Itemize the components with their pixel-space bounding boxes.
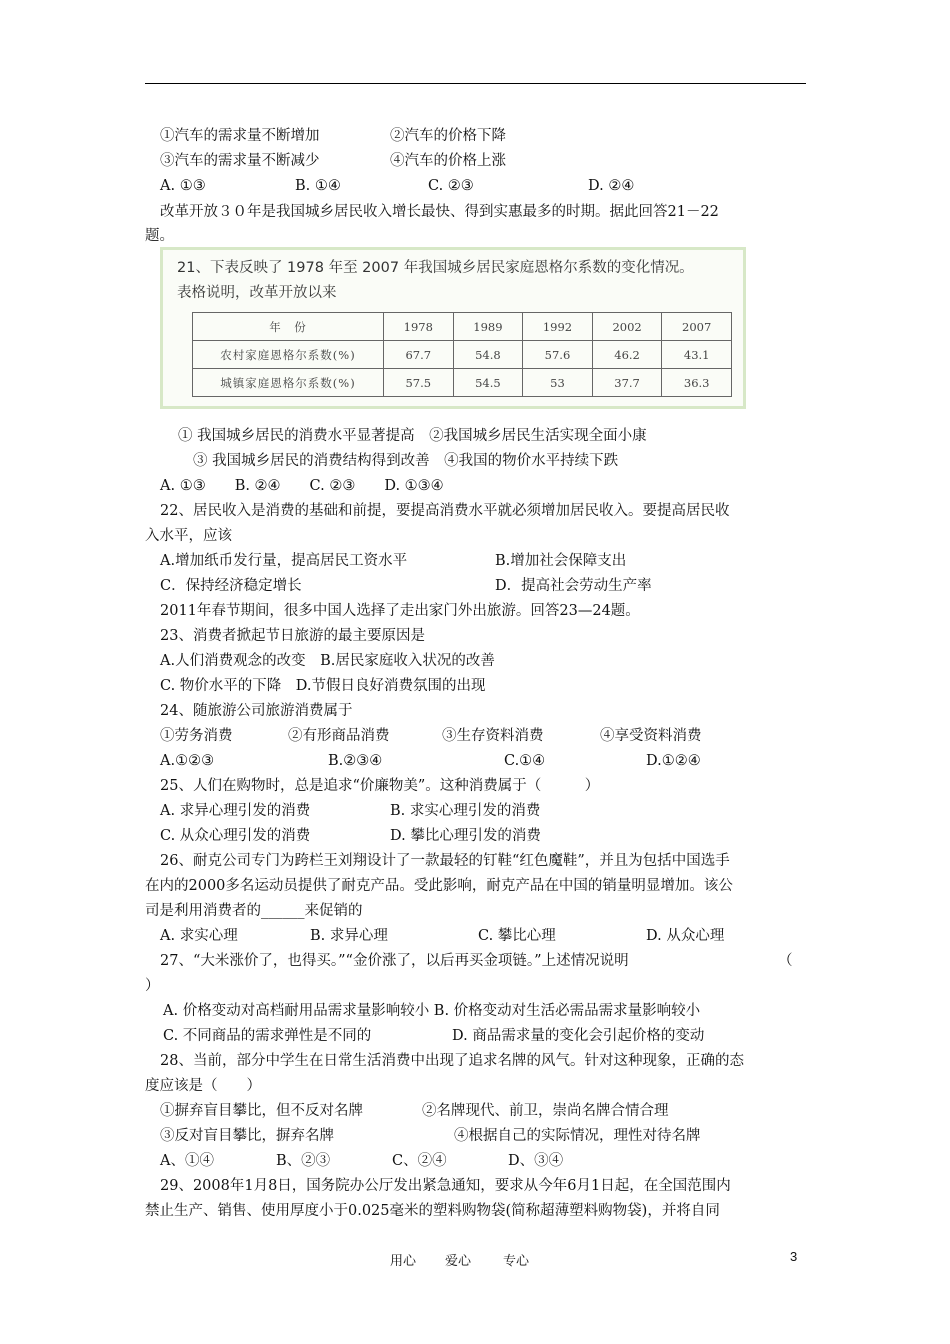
q28-choice-a: A、①④ xyxy=(160,1153,214,1169)
q24-choice-d: D.①②④ xyxy=(646,753,701,769)
table-cell: 67.7 xyxy=(384,341,454,369)
table-header-cell: 2007 xyxy=(662,313,732,341)
q28-option-1: ①摒弃盲目攀比，但不反对名牌 xyxy=(160,1103,363,1119)
q24-stem: 24、随旅游公司旅游消费属于 xyxy=(160,703,353,719)
q27-choices-ab: A. 价格变动对高档耐用品需求量影响较小 B. 价格变动对生活必需品需求量影响较小 xyxy=(163,1003,701,1019)
q26-stem-cont1: 在内的2000多名运动员提供了耐克产品。受此影响，耐克产品在中国的销量明显增加。该公 xyxy=(145,878,733,894)
q28-choice-d: D、③④ xyxy=(508,1153,564,1169)
q24-option-4: ④享受资料消费 xyxy=(600,728,702,744)
q24-option-2: ②有形商品消费 xyxy=(288,728,390,744)
q25-stem: 25、人们在购物时，总是追求“价廉物美”。这种消费属于（ ） xyxy=(160,778,600,794)
footer-text-3: 专心 xyxy=(503,1254,530,1269)
q28-option-2: ②名牌现代、前卫，崇尚名牌合情合理 xyxy=(422,1103,669,1119)
table-cell: 54.5 xyxy=(453,369,523,397)
q22-choice-c: C．保持经济稳定增长 xyxy=(160,578,302,594)
q29-stem: 29、2008年1月8日，国务院办公厅发出紧急通知，要求从今年6月1日起，在全国范围内 xyxy=(160,1178,731,1194)
choice-b: B. ①④ xyxy=(295,178,341,194)
option-3: ③汽车的需求量不断减少 xyxy=(160,153,320,169)
option-1: ①汽车的需求量不断增加 xyxy=(160,128,320,144)
q27-choice-c: C. 不同商品的需求弹性是不同的 xyxy=(163,1028,372,1044)
q22-choice-d: D．提高社会劳动生产率 xyxy=(495,578,652,594)
q23-stem: 23、消费者掀起节日旅游的最主要原因是 xyxy=(160,628,425,644)
option-4: ④汽车的价格上涨 xyxy=(390,153,506,169)
q21-options-1: ① 我国城乡居民的消费水平显著提高 ②我国城乡居民生活实现全面小康 xyxy=(178,428,647,444)
q24-option-3: ③生存资料消费 xyxy=(442,728,544,744)
q25-choice-a: A. 求异心理引发的消费 xyxy=(160,803,311,819)
q27-bracket-close: ） xyxy=(145,978,160,994)
q24-choice-b: B.②③④ xyxy=(328,753,383,769)
table-header-cell: 年 份 xyxy=(193,313,384,341)
q28-choice-b: B、②③ xyxy=(276,1153,331,1169)
choice-c: C. ②③ xyxy=(428,178,474,194)
q22-stem-cont: 入水平，应该 xyxy=(145,528,232,544)
q24-choice-a: A.①②③ xyxy=(160,753,215,769)
footer-text-1: 用心 xyxy=(390,1254,417,1269)
q25-choice-c: C. 从众心理引发的消费 xyxy=(160,828,311,844)
table-header-cell: 1989 xyxy=(453,313,523,341)
q21-choices: A. ①③ B. ②④ C. ②③ D. ①③④ xyxy=(160,478,444,494)
engel-table xyxy=(192,312,732,397)
q26-choice-d: D. 从众心理 xyxy=(646,928,725,944)
q25-choice-b: B. 求实心理引发的消费 xyxy=(390,803,541,819)
passage-intro-cont: 题。 xyxy=(145,228,174,244)
q27-choice-d: D. 商品需求量的变化会引起价格的变动 xyxy=(452,1028,705,1044)
passage-intro: 改革开放３０年是我国城乡居民收入增长最快、得到实惠最多的时期。据此回答21－22 xyxy=(160,204,719,220)
table-header-cell: 2002 xyxy=(592,313,662,341)
q28-stem: 28、当前，部分中学生在日常生活消费中出现了追求名牌的风气。针对这种现象，正确的态 xyxy=(160,1053,744,1069)
table-header-cell: 1992 xyxy=(523,313,593,341)
q22-choice-b: B.增加社会保障支出 xyxy=(495,553,627,569)
q26-stem-cont2: 司是利用消费者的______来促销的 xyxy=(145,903,363,919)
table-row xyxy=(193,369,732,397)
footer-text-2: 爱心 xyxy=(445,1254,472,1269)
q28-stem-cont: 度应该是（ ） xyxy=(145,1078,261,1094)
table-cell: 城镇家庭恩格尔系数(%) xyxy=(193,369,384,397)
q26-stem: 26、耐克公司专门为跨栏王刘翔设计了一款最轻的钉鞋“红色魔鞋”，并且为包括中国选手 xyxy=(160,853,730,869)
table-header-row xyxy=(193,313,732,341)
q22-choice-a: A.增加纸币发行量，提高居民工资水平 xyxy=(160,553,408,569)
figure-subtitle: 表格说明，改革开放以来 xyxy=(177,285,337,301)
q26-choice-a: A. 求实心理 xyxy=(160,928,238,944)
q21-options-2: ③ 我国城乡居民的消费结构得到改善 ④我国的物价水平持续下跌 xyxy=(193,453,619,469)
option-2: ②汽车的价格下降 xyxy=(390,128,506,144)
table-cell: 43.1 xyxy=(662,341,732,369)
q22-stem: 22、居民收入是消费的基础和前提，要提高消费水平就必须增加居民收入。要提高居民收 xyxy=(160,503,730,519)
table-header-cell: 1978 xyxy=(384,313,454,341)
table-row xyxy=(193,341,732,369)
passage-2011: 2011年春节期间，很多中国人选择了走出家门外出旅游。回答23—24题。 xyxy=(160,603,640,619)
choice-a: A. ①③ xyxy=(160,178,206,194)
figure-title: 21、下表反映了 1978 年至 2007 年我国城乡居民家庭恩格尔系数的变化情况。 xyxy=(177,260,694,276)
table-cell: 46.2 xyxy=(592,341,662,369)
q27-bracket-open: （ xyxy=(778,953,793,969)
table-cell: 57.6 xyxy=(523,341,593,369)
q27-stem: 27、“大米涨价了，也得买。”“金价涨了，以后再买金项链。”上述情况说明 xyxy=(160,953,629,969)
q24-choice-c: C.①④ xyxy=(504,753,546,769)
q28-option-4: ④根据自己的实际情况，理性对待名牌 xyxy=(454,1128,701,1144)
page-number: 3 xyxy=(790,1249,798,1264)
q25-choice-d: D. 攀比心理引发的消费 xyxy=(390,828,541,844)
q29-stem-cont: 禁止生产、销售、使用厚度小于0.025毫米的塑料购物袋(简称超薄塑料购物袋)，并将自同 xyxy=(145,1203,720,1219)
choice-d: D. ②④ xyxy=(588,178,635,194)
header-rule xyxy=(145,83,806,84)
table-cell: 37.7 xyxy=(592,369,662,397)
table-cell: 57.5 xyxy=(384,369,454,397)
q28-option-3: ③反对盲目攀比，摒弃名牌 xyxy=(160,1128,334,1144)
q28-choice-c: C、②④ xyxy=(392,1153,447,1169)
engel-coefficient-figure xyxy=(160,247,746,409)
q24-option-1: ①劳务消费 xyxy=(160,728,233,744)
q26-choice-b: B. 求异心理 xyxy=(310,928,388,944)
table-cell: 36.3 xyxy=(662,369,732,397)
table-cell: 53 xyxy=(523,369,593,397)
q23-choices-ab: A.人们消费观念的改变 B.居民家庭收入状况的改善 xyxy=(160,653,495,669)
q23-choices-cd: C. 物价水平的下降 D.节假日良好消费氛围的出现 xyxy=(160,678,486,694)
table-cell: 农村家庭恩格尔系数(%) xyxy=(193,341,384,369)
table-cell: 54.8 xyxy=(453,341,523,369)
q26-choice-c: C. 攀比心理 xyxy=(478,928,556,944)
